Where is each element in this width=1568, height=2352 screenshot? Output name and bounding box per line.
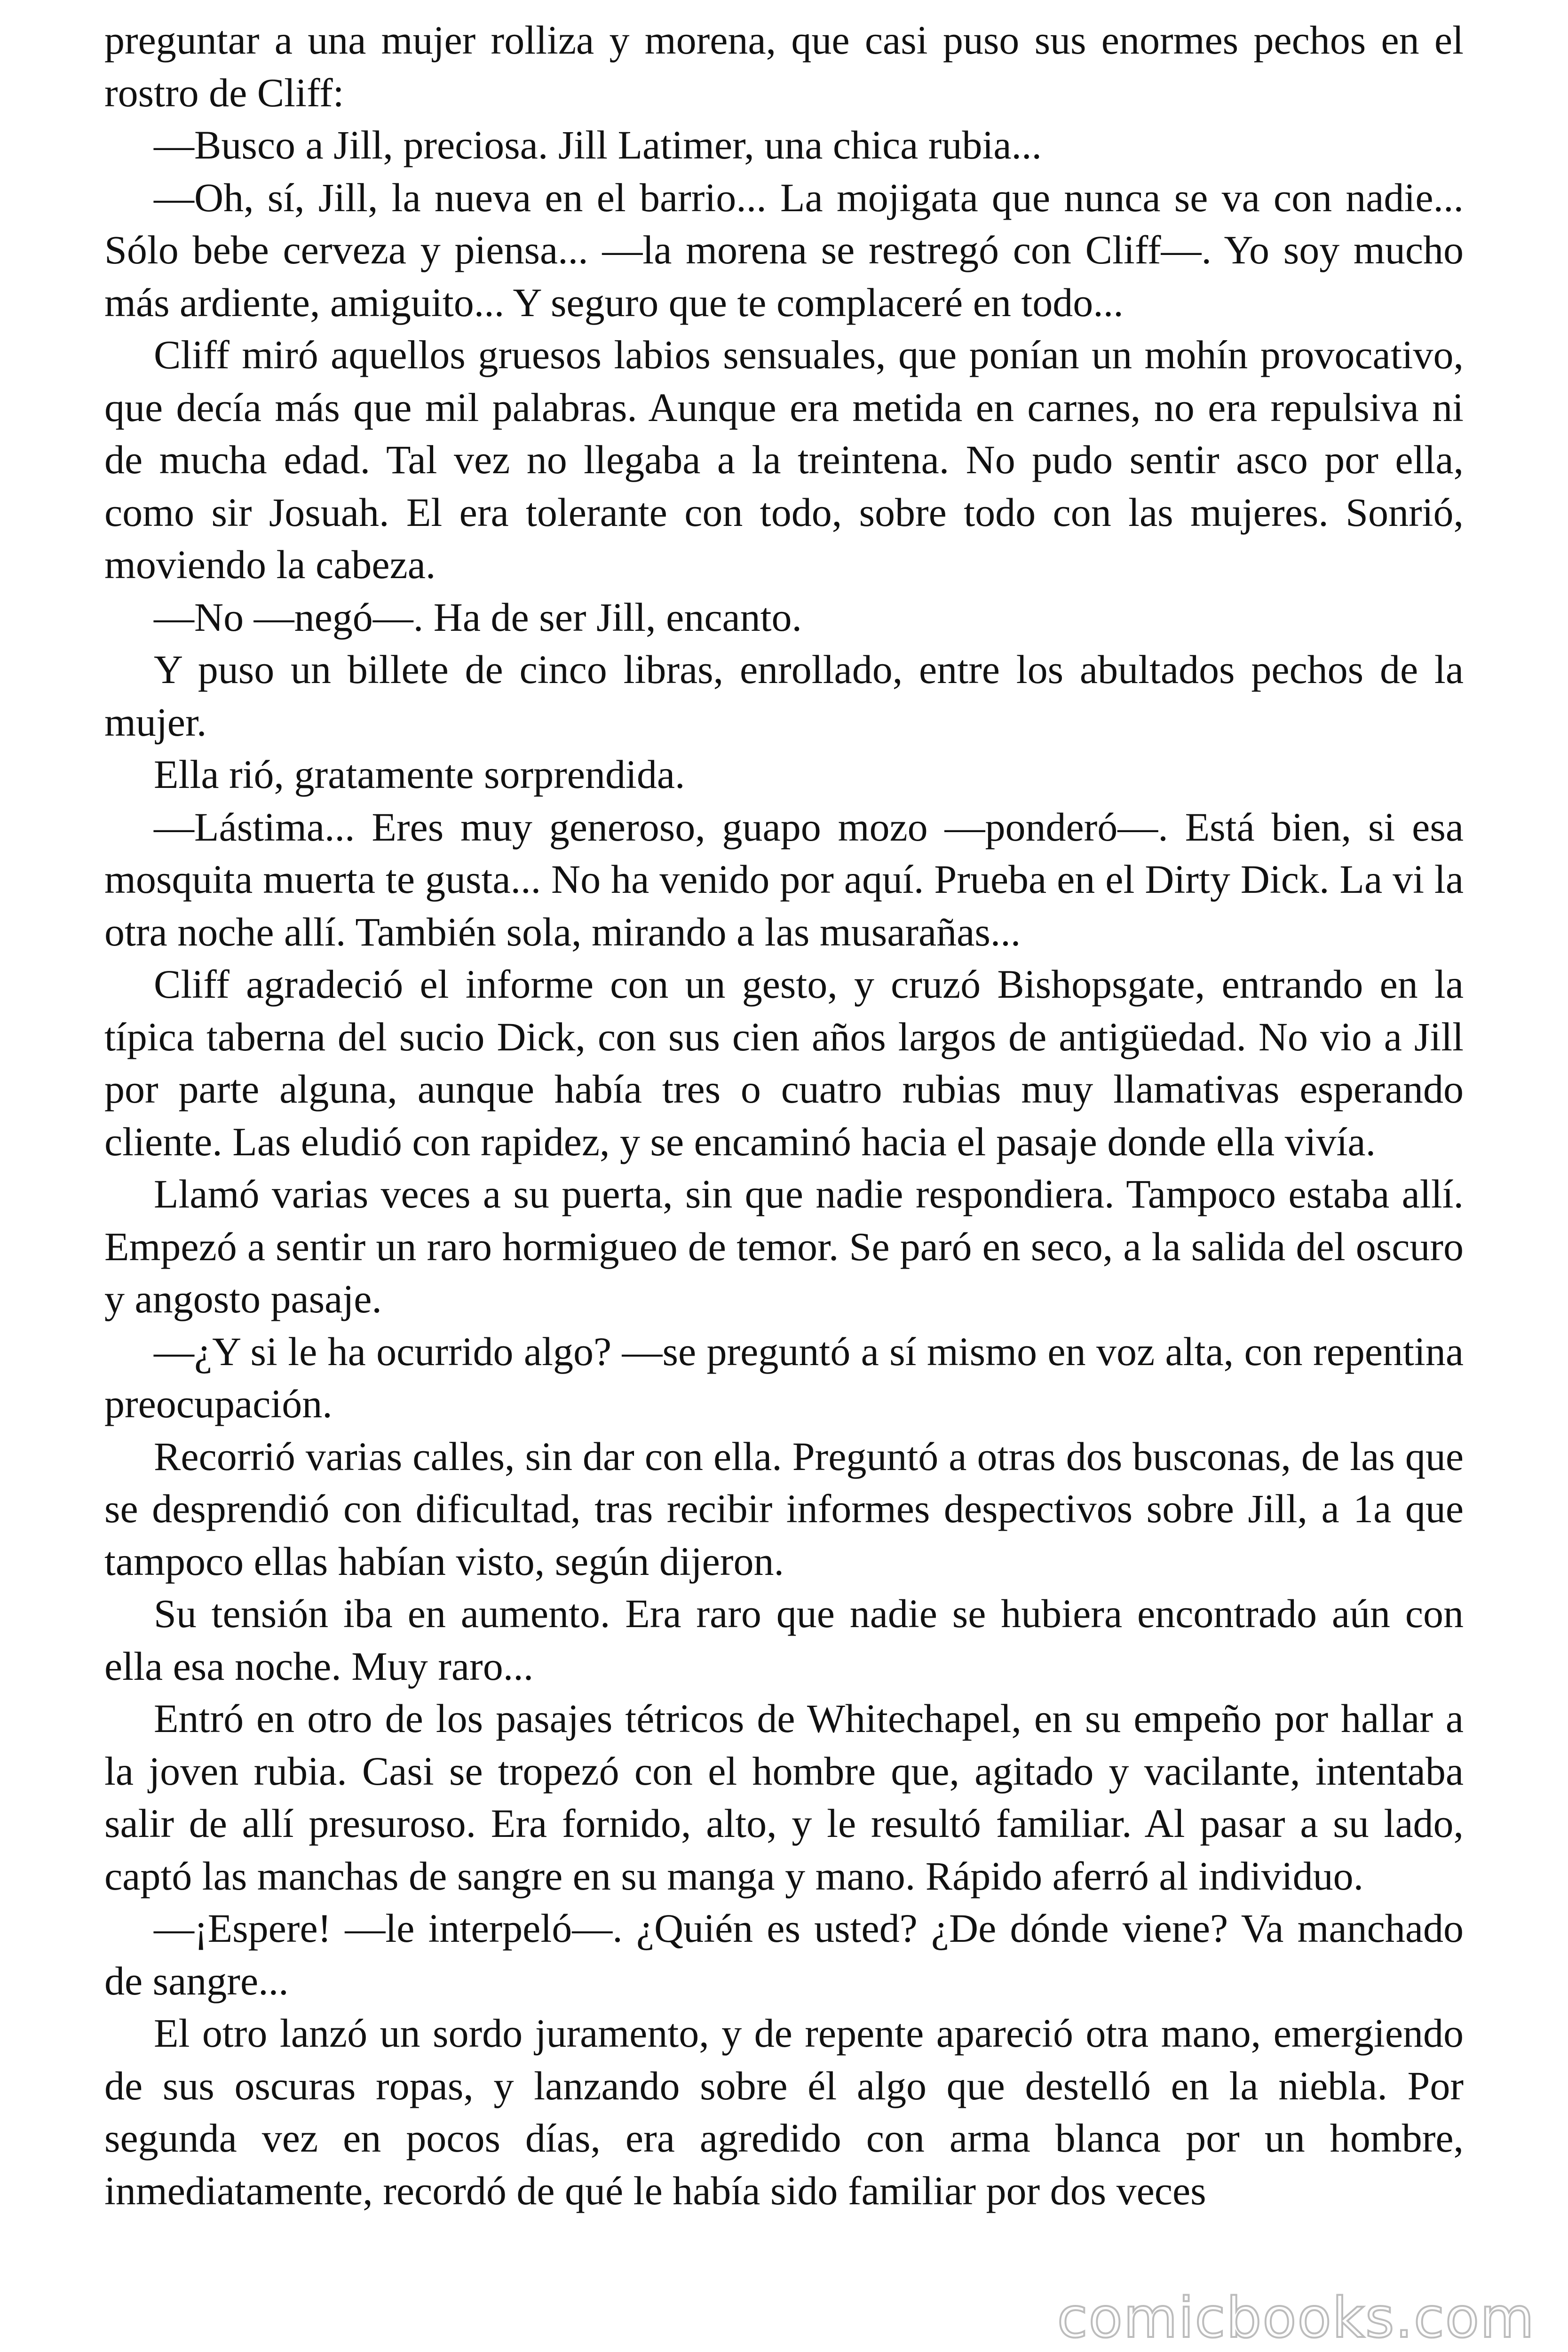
paragraph-5: —No —negó—. Ha de ser Jill, encanto. <box>154 594 802 640</box>
paragraph-15: —¡Espere! —le interpeló—. ¿Quién es usted? ¿De dónde viene? Va manchado de sangre... <box>104 1906 1464 2003</box>
paragraph-12: Recorrió varias calles, sin dar con ella. Preguntó a otras dos busconas, de las que se desprendió con dificultad, tras recibir informes despectivos sobre Jill, a 1a que tampoco ellas habían visto, según dijeron. <box>104 1433 1464 1584</box>
book-page <box>104 14 1464 2217</box>
paragraph-4: Cliff miró aquellos gruesos labios sensuales, que ponían un mohín provocativo, que decía más que mil palabras. Aunque era metida en carnes, no era repulsiva ni de mucha edad. Tal vez no llegaba a la treintena. No pudo sentir asco por ella, como sir Josuah. El era tolerante con todo, sobre todo con las mujeres. Sonrió, moviendo la cabeza. <box>104 332 1464 587</box>
paragraph-8: —Lástima... Eres muy generoso, guapo mozo —ponderó—. Está bien, si esa mosquita muerta te gusta... No ha venido por aquí. Prueba en el Dirty Dick. La vi la otra noche allí. También sola, mirando a las musarañas... <box>104 804 1464 954</box>
paragraph-13: Su tensión iba en aumento. Era raro que nadie se hubiera encontrado aún con ella esa noche. Muy raro... <box>104 1591 1464 1689</box>
paragraph-2: —Busco a Jill, preciosa. Jill Latimer, una chica rubia... <box>154 122 1042 167</box>
paragraph-10: Llamó varias veces a su puerta, sin que nadie respondiera. Tampoco estaba allí. Empezó a sentir un raro hormigueo de temor. Se paró en seco, a la salida del oscuro y angosto pasaje. <box>104 1171 1464 1321</box>
paragraph-7: Ella rió, gratamente sorprendida. <box>154 752 685 797</box>
watermark: comicbooks.com <box>1057 2285 1535 2350</box>
paragraph-1: preguntar a una mujer rolliza y morena, que casi puso sus enormes pechos en el rostro de Cliff: <box>104 17 1464 115</box>
paragraph-9: Cliff agradeció el informe con un gesto, y cruzó Bishopsgate, entrando en la típica taberna del sucio Dick, con sus cien años largos de antigüedad. No vio a Jill por parte alguna, aunque había tres o cuatro rubias muy llamativas esperando cliente. Las eludió con rapidez, y se encaminó hacia el pasaje donde ella vivía. <box>104 961 1464 1164</box>
paragraph-6: Y puso un billete de cinco libras, enrollado, entre los abultados pechos de la mujer. <box>104 647 1464 745</box>
paragraph-14: Entró en otro de los pasajes tétricos de Whitechapel, en su empeño por hallar a la joven rubia. Casi se tropezó con el hombre que, agitado y vacilante, intentaba salir de allí presuroso. Era fornido, alto, y le resultó familiar. Al pasar a su lado, captó las manchas de sangre en su manga y mano. Rápido aferró al individuo. <box>104 1696 1464 1899</box>
paragraph-3: —Oh, sí, Jill, la nueva en el barrio... La mojigata que nunca se va con nadie... Sólo bebe cerveza y piensa... —la morena se restregó con Cliff—. Yo soy mucho más ardiente, amiguito... Y seguro que te complaceré en todo... <box>104 175 1464 325</box>
paragraph-11: —¿Y si le ha ocurrido algo? —se preguntó a sí mismo en voz alta, con repentina preocupación. <box>104 1328 1464 1426</box>
paragraph-16: El otro lanzó un sordo juramento, y de repente apareció otra mano, emergiendo de sus oscuras ropas, y lanzando sobre él algo que destelló en la niebla. Por segunda vez en pocos días, era agredido con arma blanca por un hombre, inmediatamente, recordó de qué le había sido familiar por dos veces <box>104 2010 1464 2213</box>
